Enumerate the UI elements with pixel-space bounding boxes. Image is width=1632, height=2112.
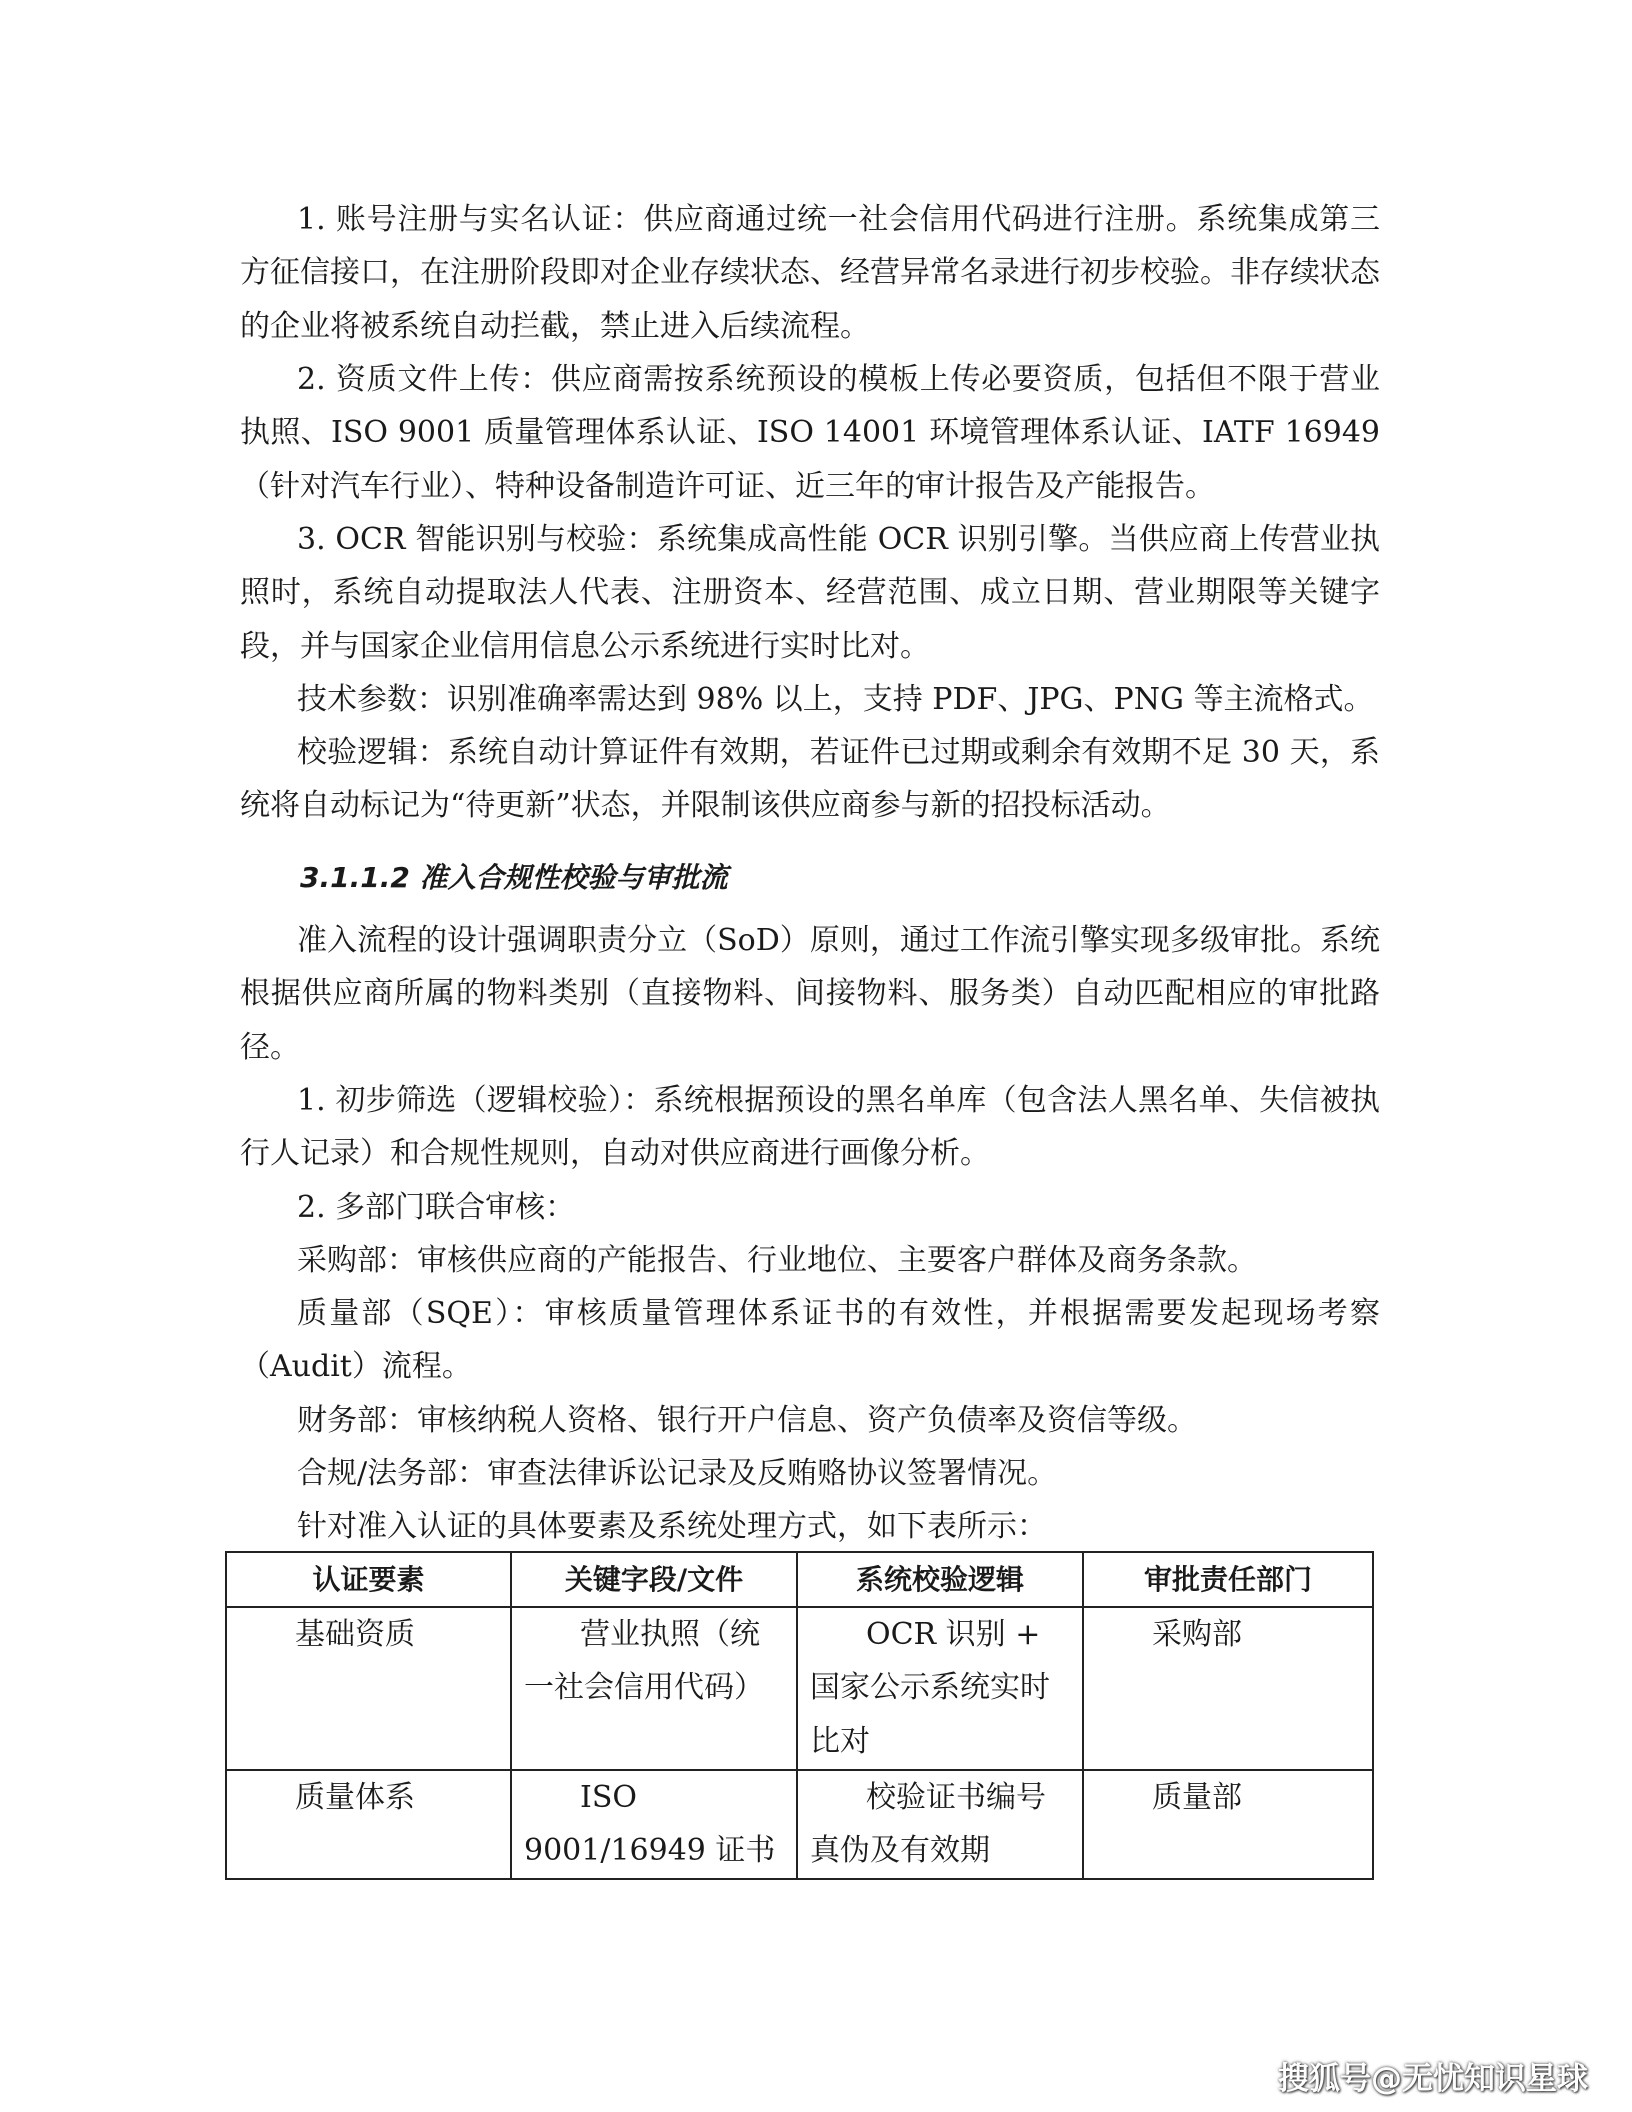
table-cell: 校验证书编号真伪及有效期 (797, 1770, 1083, 1879)
paragraph-quality: 质量部（SQE）：审核质量管理体系证书的有效性，并根据需要发起现场考察（Audit）流程。 (240, 1296, 1380, 1385)
table-header-cell: 认证要素 (226, 1552, 511, 1607)
table-cell: 质量体系 (226, 1770, 511, 1879)
paragraph-initial-screening: 1. 初步筛选（逻辑校验）：系统根据预设的黑名单库（包含法人黑名单、失信被执行人记录）和合规性规则，自动对供应商进行画像分析。 (240, 1083, 1380, 1172)
paragraph-tech-params: 技术参数：识别准确率需达到 98% 以上，支持 PDF、JPG、PNG 等主流格式。 (297, 682, 1374, 717)
table-row (226, 1770, 1373, 1879)
paragraph-finance: 财务部：审核纳税人资格、银行开户信息、资产负债率及资信等级。 (297, 1403, 1197, 1438)
paragraph-account-registration: 1. 账号注册与实名认证：供应商通过统一社会信用代码进行注册。系统集成第三方征信接口，在注册阶段即对企业存续状态、经营异常名录进行初步校验。非存续状态的企业将被系统自动拦截，禁止进入后续流程。 (240, 202, 1380, 344)
certification-table (225, 1551, 1374, 1880)
paragraph-validation-logic: 校验逻辑：系统自动计算证件有效期，若证件已过期或剩余有效期不足 30 天，系统将自动标记为“待更新”状态，并限制该供应商参与新的招投标活动。 (240, 735, 1380, 824)
table-header-cell: 系统校验逻辑 (797, 1552, 1083, 1607)
paragraph-workflow-intro: 准入流程的设计强调职责分立（SoD）原则，通过工作流引擎实现多级审批。系统根据供应商所属的物料类别（直接物料、间接物料、服务类）自动匹配相应的审批路径。 (240, 923, 1380, 1065)
table-row (226, 1607, 1373, 1770)
table-header-cell: 审批责任部门 (1083, 1552, 1373, 1607)
paragraph-ocr-recognition: 3. OCR 智能识别与校验：系统集成高性能 OCR 识别引擎。当供应商上传营业执照时，系统自动提取法人代表、注册资本、经营范围、成立日期、营业期限等关键字段，并与国家企业信用信息公示系统进行实时比对。 (240, 522, 1380, 664)
paragraph-table-intro: 针对准入认证的具体要素及系统处理方式，如下表所示： (297, 1509, 1047, 1544)
table-cell: 营业执照（统一社会信用代码） (511, 1607, 797, 1770)
table-header-cell: 关键字段/文件 (511, 1552, 797, 1607)
table-cell: 基础资质 (226, 1607, 511, 1770)
table-cell: 采购部 (1083, 1607, 1373, 1770)
paragraph-compliance: 合规/法务部：审查法律诉讼记录及反贿赂协议签署情况。 (297, 1456, 1058, 1491)
table-header-row (226, 1552, 1373, 1607)
table-cell: 质量部 (1083, 1770, 1373, 1879)
paragraph-qualification-upload: 2. 资质文件上传：供应商需按系统预设的模板上传必要资质，包括但不限于营业执照、ISO 9001 质量管理体系认证、ISO 14001 环境管理体系认证、IATF 16949（针对汽车行业）、特种设备制造许可证、近三年的审计报告及产能报告。 (240, 362, 1380, 504)
table-cell: OCR 识别 + 国家公示系统实时比对 (797, 1607, 1083, 1770)
section-heading: 3.1.1.2 准入合规性校验与审批流 (300, 861, 728, 894)
watermark: 搜狐号@无忧知识星球 (1278, 2061, 1588, 2097)
paragraph-multi-dept-review: 2. 多部门联合审核： (297, 1190, 576, 1225)
paragraph-procurement: 采购部：审核供应商的产能报告、行业地位、主要客户群体及商务条款。 (297, 1243, 1257, 1278)
table-cell: ISO 9001/16949 证书 (511, 1770, 797, 1879)
